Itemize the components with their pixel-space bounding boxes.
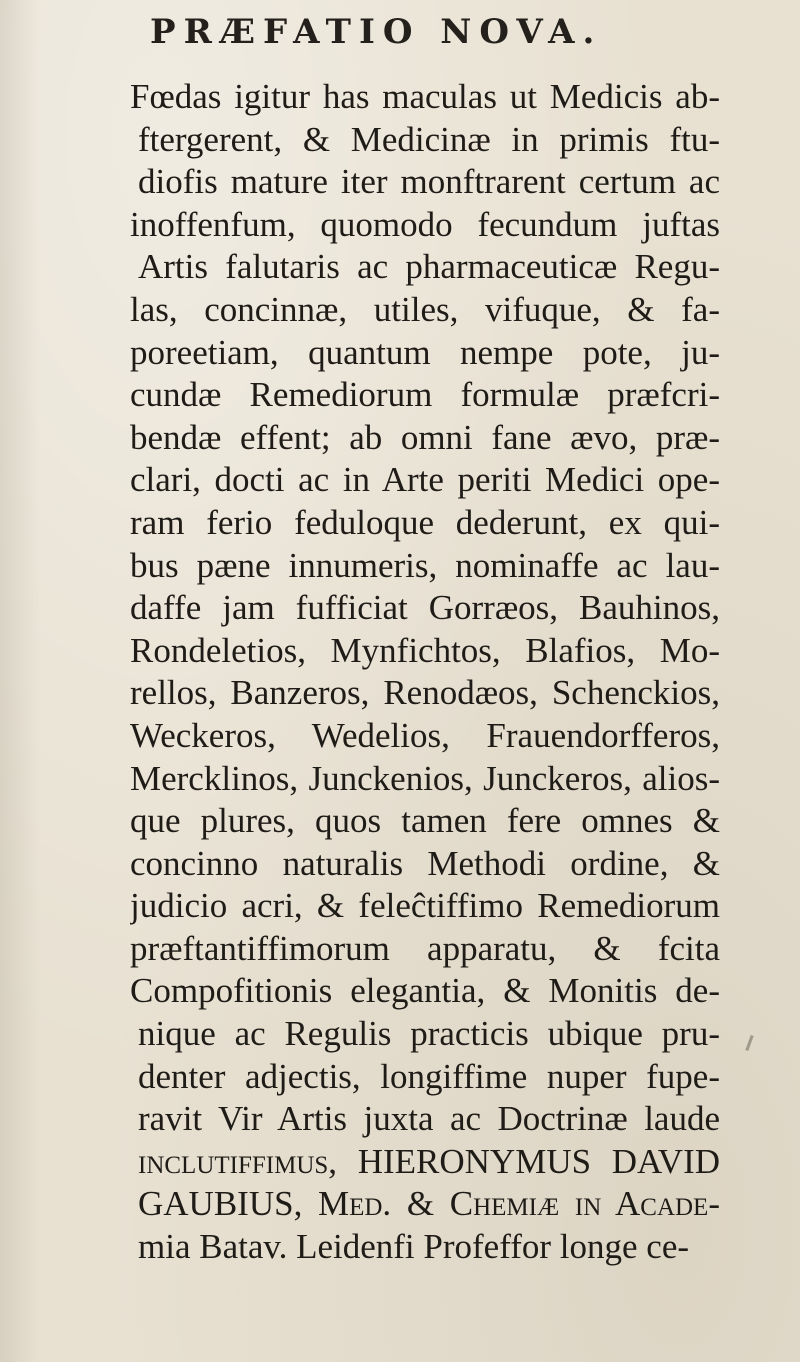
text-line: diofis mature iter monftrarent certum ac bbox=[138, 162, 720, 202]
text-line: Mercklinos, Junckenios, Junckeros, alios- bbox=[130, 758, 720, 798]
text-line: clari, docti ac in Arte periti Medici ope- bbox=[130, 460, 720, 500]
text-line: Fœdas igitur has maculas ut Medicis ab- bbox=[130, 77, 720, 116]
text-line: cundæ Remediorum formulæ præfcri- bbox=[130, 375, 720, 415]
text-line: ftergerent, & Medicinæ in primis ftu- bbox=[138, 119, 720, 159]
text-line: Artis falutaris ac pharmaceuticæ Regu- bbox=[138, 247, 720, 287]
text-line: bus pæne innumeris, nominaffe ac lau- bbox=[130, 545, 720, 585]
text-line: bendæ effent; ab omni fane ævo, præ- bbox=[130, 417, 720, 457]
body-text bbox=[130, 76, 720, 1269]
margin-mark bbox=[745, 1035, 753, 1051]
text-line: daffe jam fufficiat Gorræos, Bauhinos, bbox=[130, 588, 720, 628]
text-line: ram ferio feduloque dederunt, ex qui- bbox=[130, 502, 720, 542]
text-line: rellos, Banzeros, Renodæos, Schenckios, bbox=[130, 673, 720, 713]
text-line: Weckeros, Wedelios, Frauendorfferos, bbox=[130, 715, 720, 755]
text-line: las, concinnæ, utiles, vifuque, & fa- bbox=[130, 289, 720, 329]
running-title: PRÆFATIO NOVA. bbox=[150, 12, 603, 52]
text-line: GAUBIUS, Med. & Chemiæ in Acade- bbox=[138, 1184, 720, 1224]
text-line: Compofitionis elegantia, & Monitis de- bbox=[130, 971, 720, 1011]
text-line: denter adjectis, longiffime nuper fupe- bbox=[138, 1056, 720, 1096]
text-line: mia Batav. Leidenfi Profeffor longe ce- bbox=[138, 1227, 690, 1267]
text-line: concinno naturalis Methodi ordine, & bbox=[130, 843, 720, 883]
text-line: præftantiffimorum apparatu, & fcita bbox=[130, 928, 720, 968]
text-line: inoffenfum, quomodo fecundum juftas bbox=[130, 204, 720, 244]
text-line: nique ac Regulis practicis ubique pru- bbox=[138, 1014, 720, 1054]
text-line: incluтiffimus, HIERONYMUS DAVID bbox=[138, 1141, 720, 1181]
text-line: ravit Vir Artis juxta ac Doctrinæ laude bbox=[138, 1099, 720, 1139]
text-line: poreetiam, quantum nempe pote, ju- bbox=[130, 332, 720, 372]
text-line: Rondeletios, Mynfichtos, Blafios, Mo- bbox=[130, 630, 720, 670]
text-line: judicio acri, & feleĉtiffimo Remediorum bbox=[130, 886, 720, 926]
text-line: que plures, quos tamen fere omnes & bbox=[130, 801, 720, 841]
page-fold-shadow bbox=[0, 0, 40, 1362]
